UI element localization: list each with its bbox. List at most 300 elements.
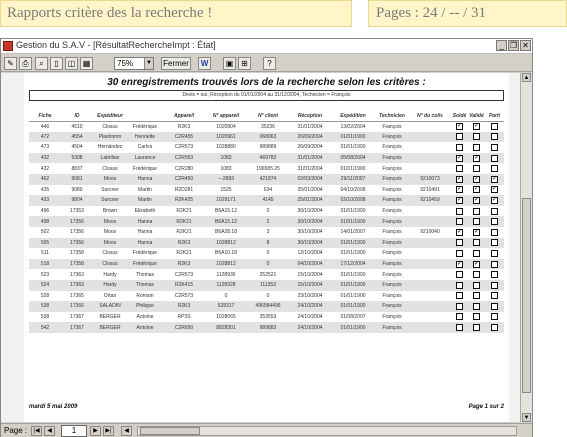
cell-nom: Brown — [102, 208, 118, 215]
cell-parti — [485, 121, 504, 132]
cell-num_app: 1028065 — [216, 313, 236, 320]
page-label: Page : — [4, 426, 28, 435]
table-row — [29, 227, 504, 238]
solde-checkbox — [456, 324, 463, 331]
solde-checkbox: ✓ — [457, 175, 463, 182]
cell-prenom: Laurence — [127, 153, 163, 164]
table-row — [29, 216, 504, 227]
table-row — [29, 153, 504, 164]
cell-prenom: Romain — [136, 292, 154, 299]
cell-id: 5308 — [61, 153, 93, 164]
window-title: Gestion du S.A.V - [RésultatRechercheImpt : État] — [16, 40, 216, 50]
cell-id: 17363 — [61, 280, 93, 291]
cell-parti — [485, 269, 504, 280]
cell-technicien: François — [382, 123, 402, 130]
cell-solde — [451, 174, 468, 185]
multiple-pages-icon[interactable]: ▦ — [80, 57, 93, 70]
cell-appareil: RP3S — [177, 313, 191, 320]
valide-checkbox: ✓ — [474, 186, 480, 193]
parti-checkbox — [491, 250, 498, 257]
cell-num_app: 1028880 — [216, 144, 236, 151]
cell-id: 4504 — [71, 144, 83, 151]
cell-reception: 12/10/2004 — [297, 250, 323, 257]
cell-valide — [468, 174, 485, 185]
cell-parti — [485, 216, 504, 227]
cell-nom: Ortan — [103, 292, 117, 299]
cell-prenom: Thomas — [127, 280, 163, 291]
new-object-icon[interactable]: ⊞ — [238, 57, 251, 70]
solde-checkbox — [456, 144, 463, 151]
cell-expedition: 01/01/1900 — [340, 144, 366, 151]
cell-prenom: Frédérique — [132, 165, 158, 172]
cell-expedition: 01/01/1900 — [331, 238, 375, 249]
cell-fiche: 538 — [29, 301, 61, 312]
cell-appareil: R2K3 — [177, 123, 191, 130]
cell-expedition: 01/01/1900 — [331, 216, 375, 227]
cell-solde — [451, 153, 468, 164]
cell-technicien: François — [382, 165, 402, 172]
cell-id: 8837 — [71, 165, 83, 172]
column-header: N° appareil — [205, 112, 247, 121]
cell-reception: 25/01/2004 — [289, 195, 331, 206]
scroll-left-icon[interactable]: ◀ — [121, 426, 132, 436]
table-row — [29, 280, 504, 291]
cell-nom: Moos — [93, 174, 127, 185]
solde-checkbox: ✓ — [457, 154, 463, 161]
cell-prenom: Hanna — [127, 216, 163, 227]
cell-fiche: 511 — [41, 250, 49, 257]
cell-appareil: R2K3 — [163, 301, 205, 312]
cell-technicien: François — [375, 174, 409, 185]
cell-colis — [409, 322, 451, 333]
window-controls — [496, 40, 531, 51]
cell-technicien: François — [375, 153, 409, 164]
cell-valide — [468, 216, 485, 227]
cell-valide — [468, 280, 485, 291]
cell-num_app: 1020904 — [216, 123, 236, 130]
parti-checkbox — [491, 133, 498, 140]
cell-id: 17365 — [70, 292, 84, 299]
cell-prenom: Frédérique — [132, 250, 158, 257]
cell-solde — [451, 206, 468, 217]
cell-parti — [485, 153, 504, 164]
cell-colis: 9210040 — [420, 229, 440, 236]
table-row — [29, 259, 504, 270]
cell-num_client: 068063 — [247, 132, 289, 143]
cell-prenom: Antoine — [127, 322, 163, 333]
cell-technicien: François — [382, 208, 402, 215]
cell-technicien: François — [375, 322, 409, 333]
cell-id: 9804 — [61, 195, 93, 206]
cell-fiche: 518 — [29, 259, 61, 270]
table-row — [29, 206, 504, 217]
cell-valide — [468, 259, 485, 270]
cell-nom: Moos — [93, 216, 127, 227]
cell-num_client: 8 — [247, 238, 289, 249]
report-title: 30 enregistrements trouvés lors de la recherche selon les critères : — [107, 77, 426, 88]
cell-appareil: C2R573 — [174, 292, 194, 299]
zoom-icon[interactable]: ⌕ — [35, 57, 48, 70]
cell-parti — [485, 280, 504, 291]
first-page-icon[interactable]: |◀ — [31, 426, 42, 436]
parti-checkbox — [491, 239, 498, 246]
cell-colis: 9210073 — [409, 174, 451, 185]
cell-parti — [485, 185, 504, 196]
cell-expedition: 04/10/2008 — [340, 186, 366, 193]
report-page — [24, 73, 509, 422]
table-row — [29, 163, 504, 174]
cell-nom: Hernández — [97, 144, 123, 151]
parti-checkbox — [491, 165, 498, 172]
cell-nom: Surcner — [101, 186, 119, 193]
cell-expedition: 01/01/1900 — [331, 280, 375, 291]
scroll-thumb[interactable] — [522, 198, 531, 393]
column-header: Expédition — [331, 112, 375, 121]
cell-colis — [409, 153, 451, 164]
cell-solde — [451, 280, 468, 291]
cell-valide — [468, 153, 485, 164]
cell-nom: Hardy — [103, 271, 117, 278]
cell-appareil: R2K3 — [163, 259, 205, 270]
cell-num_client: 989889 — [259, 144, 277, 151]
column-header: Appareil — [163, 112, 205, 121]
cell-technicien: François — [382, 144, 402, 151]
cell-id: 17363 — [70, 271, 84, 278]
valide-checkbox — [473, 303, 480, 310]
cell-reception: 31/01/2004 — [289, 153, 331, 164]
parti-checkbox — [491, 324, 498, 331]
cell-parti — [485, 163, 504, 174]
valide-checkbox — [473, 165, 480, 172]
cell-prenom: Carlos — [137, 144, 153, 151]
cell-num_client: 0 — [247, 259, 289, 270]
cell-num_app: B6A10.18 — [215, 250, 237, 257]
cell-prenom: Philippe — [127, 301, 163, 312]
solde-checkbox — [456, 239, 463, 246]
cell-reception: 02/03/2004 — [289, 174, 331, 185]
zoom-select[interactable] — [114, 57, 154, 70]
vertical-scrollbar[interactable] — [520, 73, 532, 422]
parti-checkbox — [491, 271, 498, 278]
column-header: N° du colis — [409, 112, 451, 121]
column-header: Réception — [289, 112, 331, 121]
cell-parti — [485, 301, 504, 312]
cell-expedition: 01/01/1900 — [340, 271, 366, 278]
parti-checkbox — [491, 292, 498, 299]
cell-appareil: C2R573 — [174, 144, 194, 151]
page-number-input[interactable]: 1 — [61, 425, 87, 437]
valide-checkbox: ✓ — [474, 260, 480, 267]
cell-nom: Labrilian — [93, 153, 127, 164]
cell-id: 4554 — [61, 132, 93, 143]
cell-appareil: R2K21 — [163, 216, 205, 227]
cell-valide — [468, 291, 485, 302]
cell-colis — [409, 121, 451, 132]
solde-checkbox: ✓ — [457, 228, 463, 235]
print-icon[interactable]: ⎙ — [19, 57, 32, 70]
cell-nom: Closus — [93, 259, 127, 270]
solde-checkbox: ✓ — [457, 260, 463, 267]
cell-parti — [485, 291, 504, 302]
valide-checkbox — [473, 282, 480, 289]
cell-solde — [451, 227, 468, 238]
cell-prenom: Thomas — [135, 271, 155, 278]
close-preview-button[interactable]: Fermer — [161, 57, 191, 70]
cell-reception: 24/10/2004 — [297, 313, 323, 320]
cell-appareil: R2K415 — [163, 280, 205, 291]
cell-fiche: 435 — [40, 186, 50, 193]
cell-appareil: R2K21 — [176, 208, 192, 215]
banner-page-count: Pages : 24 / -- / 31 — [376, 5, 486, 21]
cell-colis — [409, 163, 451, 174]
solde-checkbox — [456, 292, 463, 299]
cell-expedition: 05/08/2004 — [331, 153, 375, 164]
cell-id: 17356 — [70, 229, 84, 236]
cell-prenom: Elizabeth — [134, 208, 156, 215]
valide-checkbox: ✓ — [474, 175, 480, 182]
cell-colis — [409, 216, 451, 227]
cell-colis: 9210491 — [420, 186, 440, 193]
cell-fiche: 542 — [29, 322, 61, 333]
cell-colis — [409, 301, 451, 312]
parti-checkbox — [491, 313, 498, 320]
cell-num_client: 989883 — [247, 322, 289, 333]
cell-id: 17367 — [70, 313, 84, 320]
cell-technicien: François — [382, 271, 402, 278]
cell-appareil: C2R450 — [163, 174, 205, 185]
results-table — [29, 112, 504, 333]
cell-id: 17356 — [61, 238, 93, 249]
parti-checkbox — [491, 303, 498, 310]
cell-technicien: François — [382, 229, 402, 236]
word-export-icon[interactable]: W — [198, 57, 211, 70]
view-icon[interactable]: ✎ — [4, 57, 17, 70]
help-icon[interactable]: ? — [263, 57, 276, 70]
parti-checkbox — [491, 218, 498, 225]
valide-checkbox — [473, 239, 480, 246]
cell-num_client: 353553 — [259, 313, 277, 320]
cell-technicien: François — [382, 186, 402, 193]
column-header — [127, 112, 163, 121]
cell-appareil: R2K3 — [163, 238, 205, 249]
preview-canvas — [1, 73, 520, 422]
cell-valide — [468, 206, 485, 217]
cell-parti — [485, 206, 504, 217]
table-row — [29, 132, 504, 143]
cell-solde — [451, 238, 468, 249]
cell-id: 17358 — [61, 259, 93, 270]
cell-solde — [451, 269, 468, 280]
cell-fiche: 473 — [40, 144, 50, 151]
cell-num_app: 528317 — [205, 301, 247, 312]
cell-fiche: 472 — [29, 132, 61, 143]
cell-num_app: 1020961 — [205, 132, 247, 143]
cell-reception: 30/10/2004 — [289, 216, 331, 227]
scroll-up-icon[interactable]: ▲ — [523, 75, 530, 81]
column-header: Technicien — [375, 112, 409, 121]
valide-checkbox — [473, 250, 480, 257]
cell-valide — [468, 227, 485, 238]
cell-appareil: C2R455 — [163, 132, 205, 143]
cell-fiche: 523 — [40, 271, 50, 278]
cell-expedition: 02/10/2008 — [331, 195, 375, 206]
one-page-icon[interactable]: ▯ — [50, 57, 63, 70]
cell-valide — [468, 248, 485, 259]
table-row — [29, 312, 504, 323]
solde-checkbox: ✓ — [457, 123, 463, 130]
cell-solde — [451, 121, 468, 132]
previous-page-icon[interactable]: ◀ — [44, 426, 55, 436]
horizontal-scrollbar[interactable] — [137, 426, 517, 436]
horizontal-scroll-thumb[interactable] — [140, 427, 200, 435]
cell-fiche: 528 — [40, 292, 50, 299]
window-titlebar[interactable] — [1, 39, 532, 54]
cell-solde — [451, 291, 468, 302]
cell-appareil: R2K21 — [176, 250, 192, 257]
cell-expedition: 29/11/2007 — [331, 174, 375, 185]
cell-num_client: 111353 — [247, 280, 289, 291]
column-header: Soldé — [452, 113, 467, 120]
cell-num_app: B6A28.18 — [215, 229, 237, 236]
cell-num_app: 1083 — [220, 165, 232, 172]
solde-checkbox — [456, 271, 463, 278]
cell-prenom: Frédérique — [132, 123, 158, 130]
column-header: N° client — [247, 112, 289, 121]
cell-technicien: François — [375, 301, 409, 312]
cell-reception: 31/01/2004 — [297, 123, 323, 130]
cell-num_app: 1028812 — [205, 238, 247, 249]
next-page-icon[interactable]: ▶ — [90, 426, 101, 436]
print-preview-toolbar — [1, 55, 532, 72]
minimize-icon[interactable]: _ — [496, 40, 507, 51]
parti-checkbox: ✓ — [492, 186, 498, 193]
cell-num_app: 1128936 — [216, 271, 236, 278]
cell-id: 17358 — [70, 250, 84, 257]
table-row — [29, 248, 504, 259]
cell-prenom: Hanna — [127, 238, 163, 249]
cell-solde — [451, 142, 468, 153]
scroll-down-icon[interactable]: ▼ — [523, 415, 530, 421]
cell-fiche: 462 — [29, 174, 61, 185]
cell-expedition: 01/01/1900 — [340, 250, 366, 257]
parti-checkbox — [491, 123, 498, 130]
cell-colis — [409, 206, 451, 217]
valide-checkbox — [473, 133, 480, 140]
cell-colis — [409, 142, 451, 153]
cell-fiche: 524 — [29, 280, 61, 291]
cell-appareil: C2R280 — [174, 165, 194, 172]
valide-checkbox: ✓ — [474, 196, 480, 203]
cell-num_client: 2 — [247, 216, 289, 227]
cell-nom: SALADIN — [93, 301, 127, 312]
cell-colis — [409, 132, 451, 143]
close-icon[interactable]: ✕ — [520, 40, 531, 51]
solde-checkbox — [456, 282, 463, 289]
header-banner-right — [368, 0, 567, 27]
cell-expedition: 17/12/2004 — [331, 259, 375, 270]
cell-reception: 30/10/2004 — [297, 208, 323, 215]
table-row — [29, 322, 504, 333]
last-page-icon[interactable]: ▶| — [103, 426, 114, 436]
cell-prenom: Hanna — [127, 174, 163, 185]
cell-technicien: François — [375, 259, 409, 270]
solde-checkbox — [456, 218, 463, 225]
cell-technicien: François — [375, 216, 409, 227]
cell-nom: Closus — [102, 165, 118, 172]
cell-colis — [409, 248, 451, 259]
cell-nom: Moos — [103, 229, 117, 236]
cell-num_client: 421874 — [247, 174, 289, 185]
parti-checkbox — [491, 155, 498, 162]
cell-nom: Closus — [102, 123, 118, 130]
cell-num_app: 1029171 — [205, 195, 247, 206]
cell-id: 17367 — [61, 322, 93, 333]
cell-solde — [451, 185, 468, 196]
access-window — [0, 38, 533, 437]
cell-prenom: Frédérique — [127, 259, 163, 270]
cell-appareil: C2R573 — [174, 271, 194, 278]
cell-expedition: 01/01/1900 — [340, 208, 366, 215]
cell-reception: 26/09/2004 — [297, 144, 323, 151]
cell-reception: 31/01/2004 — [297, 165, 323, 172]
cell-solde — [451, 322, 468, 333]
cell-colis — [409, 280, 451, 291]
restore-icon[interactable]: ❐ — [509, 41, 518, 50]
cell-valide — [468, 121, 485, 132]
cell-num_app: 1028812 — [205, 259, 247, 270]
cell-reception: 15/10/2004 — [289, 280, 331, 291]
cell-num_app: B6A15.12 — [215, 208, 237, 215]
cell-num_app: 1525 — [220, 186, 232, 193]
cell-expedition: 14/01/2007 — [340, 229, 366, 236]
valide-checkbox — [473, 292, 480, 299]
cell-id: 17366 — [61, 301, 93, 312]
cell-reception: 30/10/2004 — [297, 229, 323, 236]
valide-checkbox — [473, 324, 480, 331]
cell-valide — [468, 142, 485, 153]
table-row — [29, 142, 504, 153]
cell-id: 17356 — [61, 216, 93, 227]
cell-id: 4510 — [71, 123, 83, 130]
access-app-icon — [3, 41, 13, 51]
two-pages-icon[interactable]: ◫ — [65, 57, 78, 70]
table-row — [29, 301, 504, 312]
cell-solde — [451, 259, 468, 270]
cell-prenom: Hanna — [137, 229, 153, 236]
cell-fiche: 505 — [29, 238, 61, 249]
table-row — [29, 195, 504, 206]
cell-num_client: 469783 — [247, 153, 289, 164]
table-row — [29, 238, 504, 249]
cell-parti — [485, 312, 504, 323]
cell-num_client: 3 — [266, 229, 270, 236]
database-window-icon[interactable]: ▣ — [223, 57, 236, 70]
cell-fiche: 446 — [40, 123, 50, 130]
solde-checkbox — [456, 133, 463, 140]
chevron-down-icon[interactable]: ▼ — [144, 58, 153, 69]
cell-parti — [485, 227, 504, 238]
footer-date: mardi 5 mai 2009 — [29, 404, 78, 410]
zoom-value: 75% — [117, 59, 134, 68]
cell-technicien: François — [382, 313, 402, 320]
column-header: Fiche — [29, 112, 61, 121]
cell-valide — [468, 163, 485, 174]
cell-num_client: 496584496 — [247, 301, 289, 312]
cell-appareil: C2R553 — [163, 153, 205, 164]
cell-technicien: François — [375, 238, 409, 249]
cell-parti — [485, 174, 504, 185]
cell-num_app: 1128928 — [205, 280, 247, 291]
